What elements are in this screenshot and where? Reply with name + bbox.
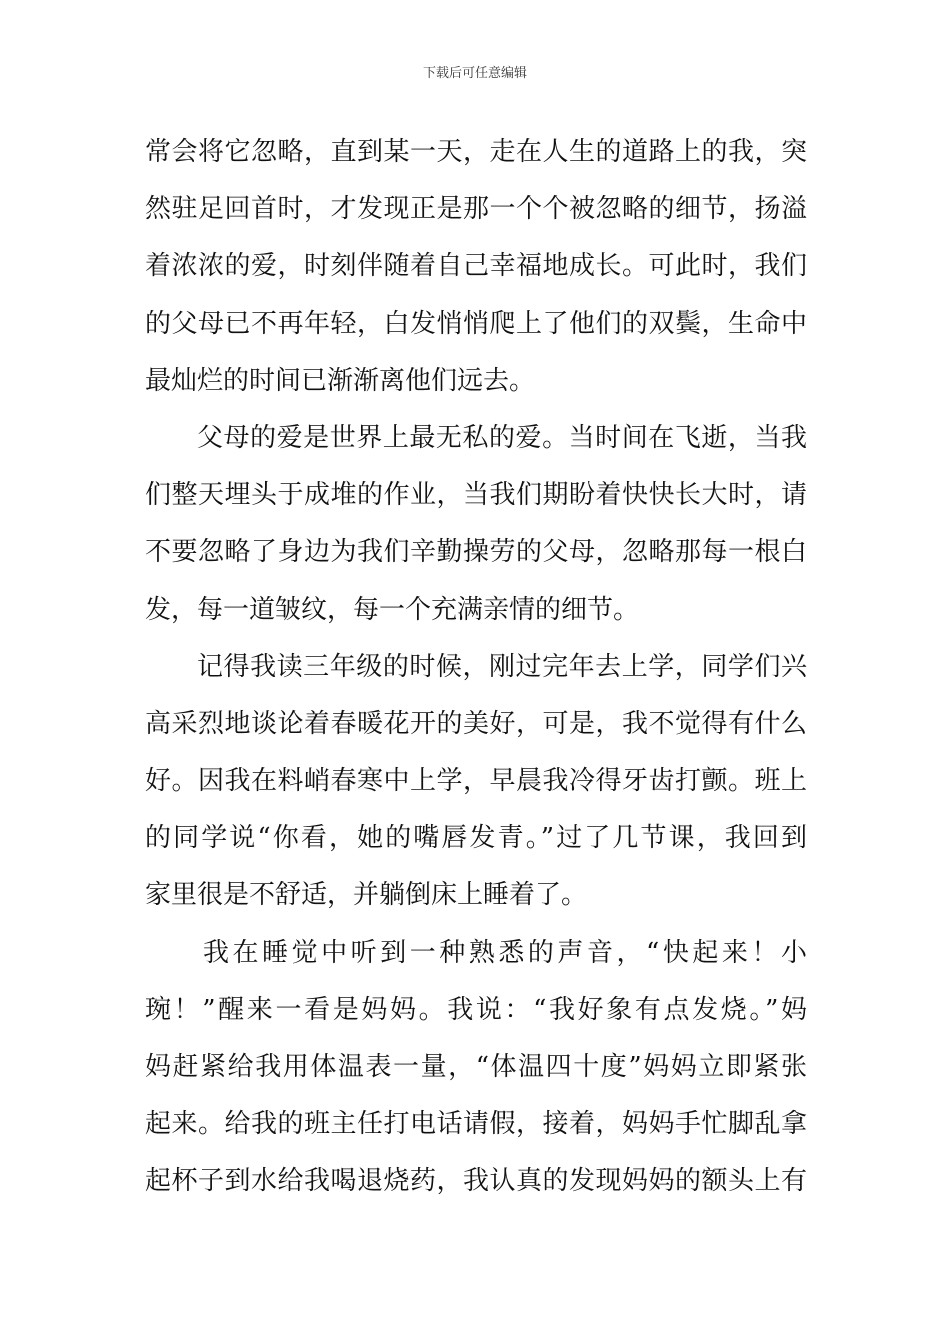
paragraph-4 (145, 925, 807, 1211)
text-line: 好。因我在料峭春寒中上学，早晨我冷得牙齿打颤。班上 (145, 766, 807, 797)
paragraph-1 (145, 124, 807, 410)
document-body (145, 124, 807, 1211)
text-line: 最灿烂的时间已渐渐离他们远去。 (145, 365, 536, 396)
text-line: 起来。给我的班主任打电话请假，接着，妈妈手忙脚乱拿 (145, 1109, 807, 1140)
text-line: 高采烈地谈论着春暖花开的美好，可是，我不觉得有什么 (145, 708, 807, 739)
text-line: 的同学说“你看，她的嘴唇发青。”过了几节课，我回到 (145, 823, 807, 854)
paragraph-2 (145, 410, 807, 639)
text-line: 琬！”醒来一看是妈妈。我说：“我好象有点发烧。”妈 (145, 994, 807, 1025)
text-line: 起杯子到水给我喝退烧药，我认真的发现妈妈的额头上有 (145, 1166, 807, 1197)
text-line: 不要忽略了身边为我们辛勤操劳的父母，忽略那每一根白 (145, 537, 807, 568)
text-line: 妈赶紧给我用体温表一量，“体温四十度”妈妈立即紧张 (145, 1052, 807, 1082)
text-line: 然驻足回首时，才发现正是那一个个被忽略的细节，扬溢 (145, 194, 807, 225)
text-line: 的父母已不再年轻，白发悄悄爬上了他们的双鬓，生命中 (145, 308, 807, 339)
text-line: 父母的爱是世界上最无私的爱。当时间在飞逝，当我 (197, 422, 807, 453)
paragraph-3 (145, 639, 807, 925)
text-line: 发，每一道皱纹，每一个充满亲情的细节。 (145, 594, 640, 625)
page-header: 下载后可任意编辑 (422, 66, 527, 81)
text-line: 们整天埋头于成堆的作业，当我们期盼着快快长大时，请 (145, 480, 807, 511)
text-line: 着浓浓的爱，时刻伴随着自己幸福地成长。可此时，我们 (145, 251, 807, 282)
text-line: 记得我读三年级的时候，刚过完年去上学，同学们兴 (197, 651, 807, 682)
text-line: 常会将它忽略，直到某一天，走在人生的道路上的我，突 (145, 137, 807, 167)
text-line: 我在睡觉中听到一种熟悉的声音，“快起来！小 (203, 937, 807, 968)
text-line: 家里很是不舒适，并躺倒床上睡着了。 (145, 880, 588, 911)
